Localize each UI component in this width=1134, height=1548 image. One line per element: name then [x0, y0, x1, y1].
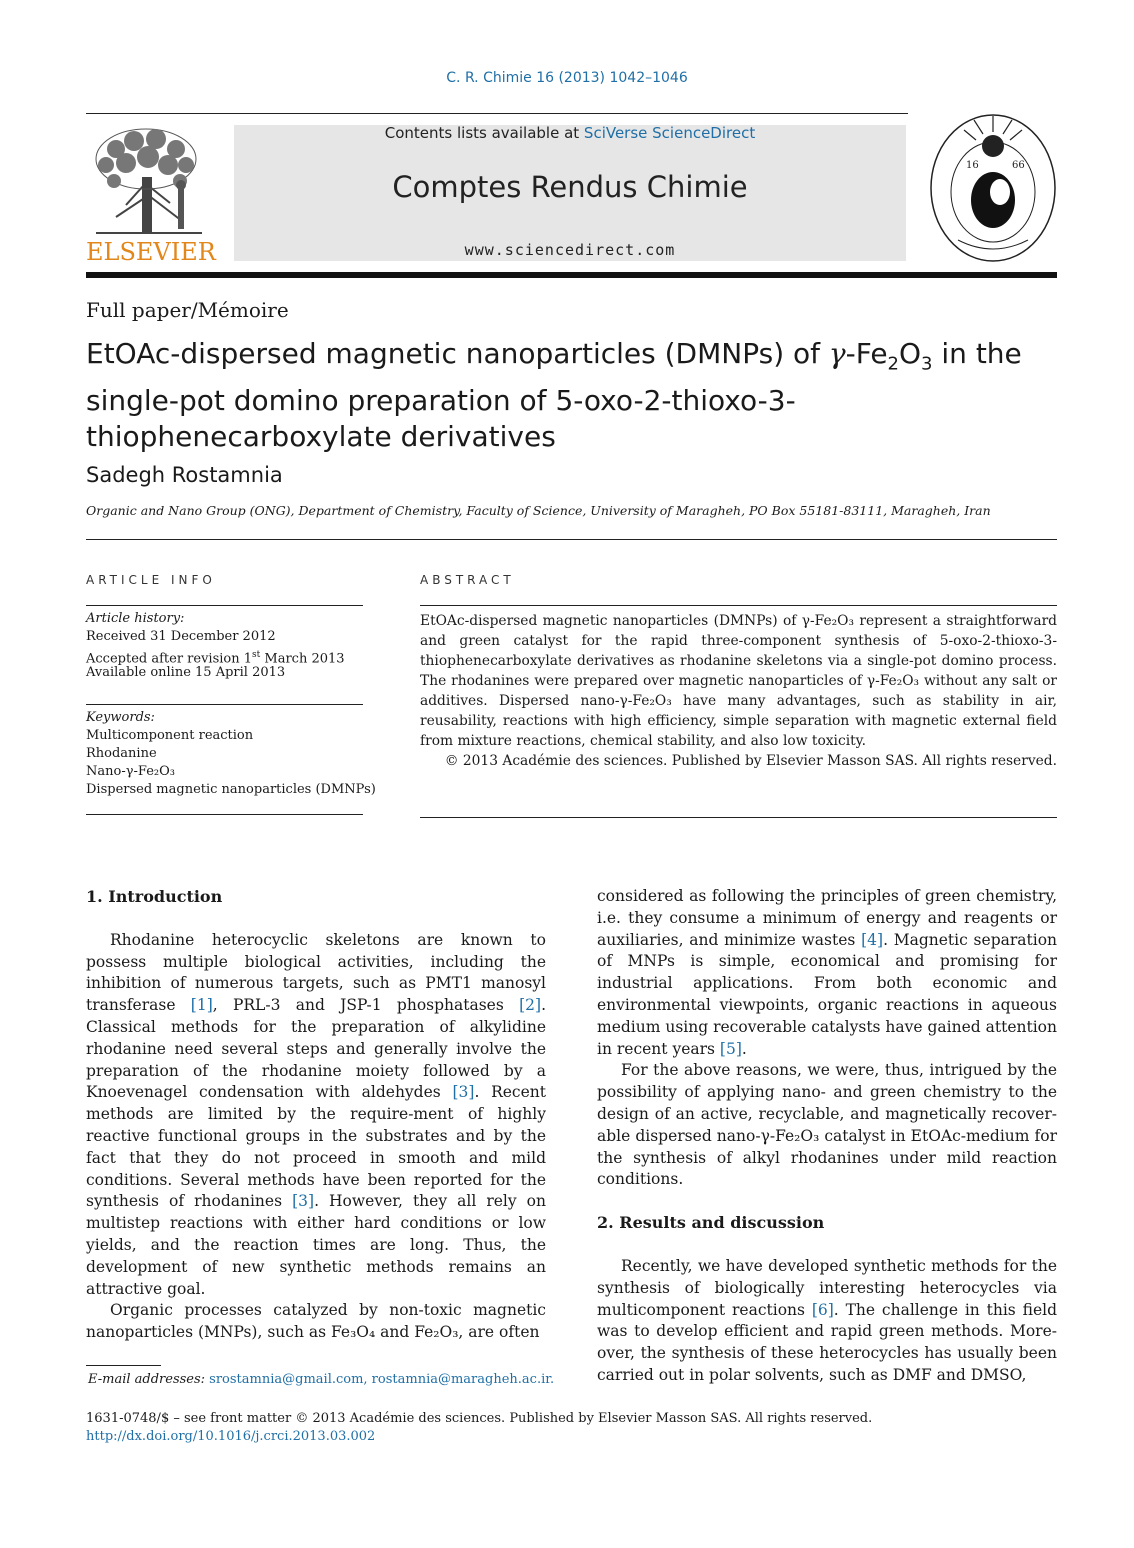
- page-footer: [86, 1410, 872, 1446]
- elsevier-tree-icon: [86, 125, 212, 237]
- elsevier-logo: [86, 125, 212, 237]
- body-paragraph: For the above reasons, we were, thus, intrigued by the possibility of applying nano- and green chemistry to the design of an active, recyclable, and magnetically recover-able dispersed nano-γ-Fe₂O₃ catalyst in EtOAc-medium for the synthesis of alkyl rhodanines under mild reaction conditions.: [597, 1061, 1057, 1189]
- journal-title: Comptes Rendus Chimie: [392, 170, 748, 204]
- text-run: Rhodanine heterocyclic skeletons are known to possess multiple biological activities, including the inhibition of numerous targets, such as PMT1 manosyl transferase: [86, 930, 546, 1015]
- title-part: EtOAc-dispersed magnetic nanoparticles (DMNPs) of: [86, 337, 829, 370]
- abstract-heading: ABSTRACT: [420, 573, 515, 587]
- ref-link[interactable]: [2]: [519, 996, 542, 1015]
- body-paragraph: [597, 886, 1057, 1060]
- results-heading: 2. Results and discussion: [597, 1213, 825, 1233]
- section-type: Full paper/Mémoire: [86, 298, 289, 322]
- title-subscript: 2: [887, 353, 899, 375]
- title-part: -Fe: [845, 337, 888, 370]
- title-gamma: γ: [828, 337, 846, 370]
- email-footnote: [88, 1372, 554, 1387]
- accepted-suffix: March 2013: [260, 651, 345, 667]
- keywords-rule: [86, 704, 363, 705]
- text-run: considered as following the principles of green chemistry, i.e. they consume a minimum of energy and reagents or auxiliaries, and minimize wastes: [597, 887, 1057, 949]
- history-label: Article history:: [86, 611, 185, 626]
- text-run: . However, they all rely on multistep reactions with either hard conditions or low yields, and the reaction times are long. Thus, the development of new synthetic methods remains an attractive goal.: [86, 1192, 546, 1298]
- ref-link[interactable]: [6]: [811, 1300, 834, 1319]
- ref-link[interactable]: [3]: [292, 1192, 315, 1211]
- author-name: Sadegh Rostamnia: [86, 463, 283, 487]
- academie-seal: [928, 112, 1058, 264]
- text-run: . Classical methods for the preparation of alkylidine rhodanine need several steps and generally involve the preparation of the rhodanine moiety followed by a Knoevenagel condensation with aldehydes: [86, 996, 546, 1102]
- ref-link[interactable]: [4]: [861, 930, 884, 949]
- svg-text:66: 66: [1012, 160, 1025, 171]
- article-info-rule: [86, 605, 363, 606]
- doi-link[interactable]: http://dx.doi.org/10.1016/j.crci.2013.03.002: [86, 1429, 376, 1444]
- abstract-body: [420, 611, 1057, 771]
- abstract-rule: [420, 605, 1057, 606]
- article-title: [86, 336, 1046, 455]
- abstract-bottom-rule: [420, 817, 1057, 818]
- received-date: Received 31 December 2012: [86, 629, 276, 644]
- intro-paragraph: [86, 930, 546, 1301]
- accepted-prefix: Accepted after revision 1: [86, 651, 253, 667]
- header-bottom-rule: [86, 272, 1057, 278]
- keywords-bottom-rule: [86, 814, 363, 815]
- keyword-item: Multicomponent reaction: [86, 728, 254, 743]
- text-run: , PRL-3 and JSP-1 phosphatases: [212, 996, 520, 1015]
- footnote-rule: [86, 1365, 161, 1366]
- keyword-item: Dispersed magnetic nanoparticles (DMNPs): [86, 782, 376, 797]
- title-part: in the single-pot domino preparation of 5-oxo-2-thioxo-3-thiophenecarboxylate derivatives: [86, 337, 1022, 453]
- footnote-label: E-mail addresses:: [88, 1372, 210, 1387]
- text-run: . The challenge in this field was to develop efficient and rapid green methods. More-over, the synthesis of these heterocycles has usually been carried out in polar solvents, such as DMF and DMSO,: [597, 1300, 1057, 1384]
- svg-text:16: 16: [966, 160, 979, 171]
- email-link[interactable]: srostamnia@gmail.com, rostamnia@maragheh.ac.ir.: [209, 1372, 555, 1387]
- abstract-copyright: © 2013 Académie des sciences. Published by Elsevier Masson SAS. All rights reserved.: [444, 753, 1057, 769]
- issn-line: 1631-0748/$ – see front matter © 2013 Académie des sciences. Published by Elsevier Masson SAS. All rights reserved.: [86, 1411, 873, 1426]
- header-top-rule: [86, 113, 908, 114]
- body-left-column: [86, 886, 546, 1344]
- academie-seal-icon: [928, 112, 1058, 264]
- text-run: . Recent methods are limited by the require-ment of highly reactive functional groups in the substrates and by the fact that they do not proceed in smooth and mild conditions. Several methods have been reported for the synthesis of rhodanines: [86, 1083, 546, 1211]
- elsevier-wordmark: ELSEVIER: [86, 238, 216, 266]
- body-paragraph: [597, 1256, 1057, 1387]
- contents-prefix: Contents lists available at: [384, 124, 584, 142]
- keywords-label: Keywords:: [86, 710, 155, 725]
- title-subscript: 3: [921, 353, 933, 375]
- ref-link[interactable]: [1]: [190, 996, 213, 1015]
- text-run: Recently, we have developed synthetic methods for the synthesis of biologically interesting heterocycles via multicomponent reactions: [597, 1256, 1057, 1319]
- keyword-item: Nano-γ-Fe₂O₃: [86, 764, 175, 779]
- journal-website[interactable]: www.sciencedirect.com: [464, 241, 676, 259]
- accepted-sup: st: [252, 650, 261, 660]
- online-date: Available online 15 April 2013: [86, 665, 286, 680]
- intro-paragraph: Organic processes catalyzed by non-toxic magnetic nanoparticles (MNPs), such as Fe₃O₄ and Fe₂O₃, are often: [86, 1301, 546, 1342]
- article-info-heading: ARTICLE INFO: [86, 573, 216, 587]
- keyword-item: Rhodanine: [86, 746, 157, 761]
- body-right-column: [597, 886, 1057, 1387]
- intro-heading: 1. Introduction: [86, 887, 223, 906]
- abstract-text: EtOAc-dispersed magnetic nanoparticles (DMNPs) of γ-Fe₂O₃ represent a straightforward and green catalyst for the rapid three-component synthesis of 5-oxo-2-thioxo-3-thiophenecarboxylate derivatives as rhodanine skeletons via a single-pot domino process. The rhodanines were prepared over magnetic nanoparticles of γ-Fe₂O₃ without any salt or additives. Dispersed nano-γ-Fe₂O₃ have many advantages, such as stability in air, reusability, reactions with high efficiency, simple separation with magnetic external field from mixture reactions, chemical stability, and also low toxicity.: [420, 613, 1057, 749]
- text-run: . Magnetic separation of MNPs is simple, economical and promising for industrial applications. From both economic and environmental viewpoints, organic reactions in aqueous medium using recoverable catalysts have gained attention in recent years: [597, 930, 1058, 1058]
- journal-citation[interactable]: C. R. Chimie 16 (2013) 1042–1046: [446, 70, 688, 86]
- sciencedirect-link[interactable]: SciVerse ScienceDirect: [583, 124, 756, 142]
- affiliation-divider: [86, 539, 1057, 540]
- contents-line: [234, 124, 906, 142]
- text-run: .: [741, 1039, 747, 1058]
- title-part: O: [899, 337, 922, 370]
- ref-link[interactable]: [5]: [719, 1039, 742, 1058]
- author-affiliation: Organic and Nano Group (ONG), Department of Chemistry, Faculty of Science, University of Maragheh, PO Box 55181-83111, Maragheh, Iran: [86, 503, 991, 518]
- ref-link[interactable]: [3]: [452, 1083, 475, 1102]
